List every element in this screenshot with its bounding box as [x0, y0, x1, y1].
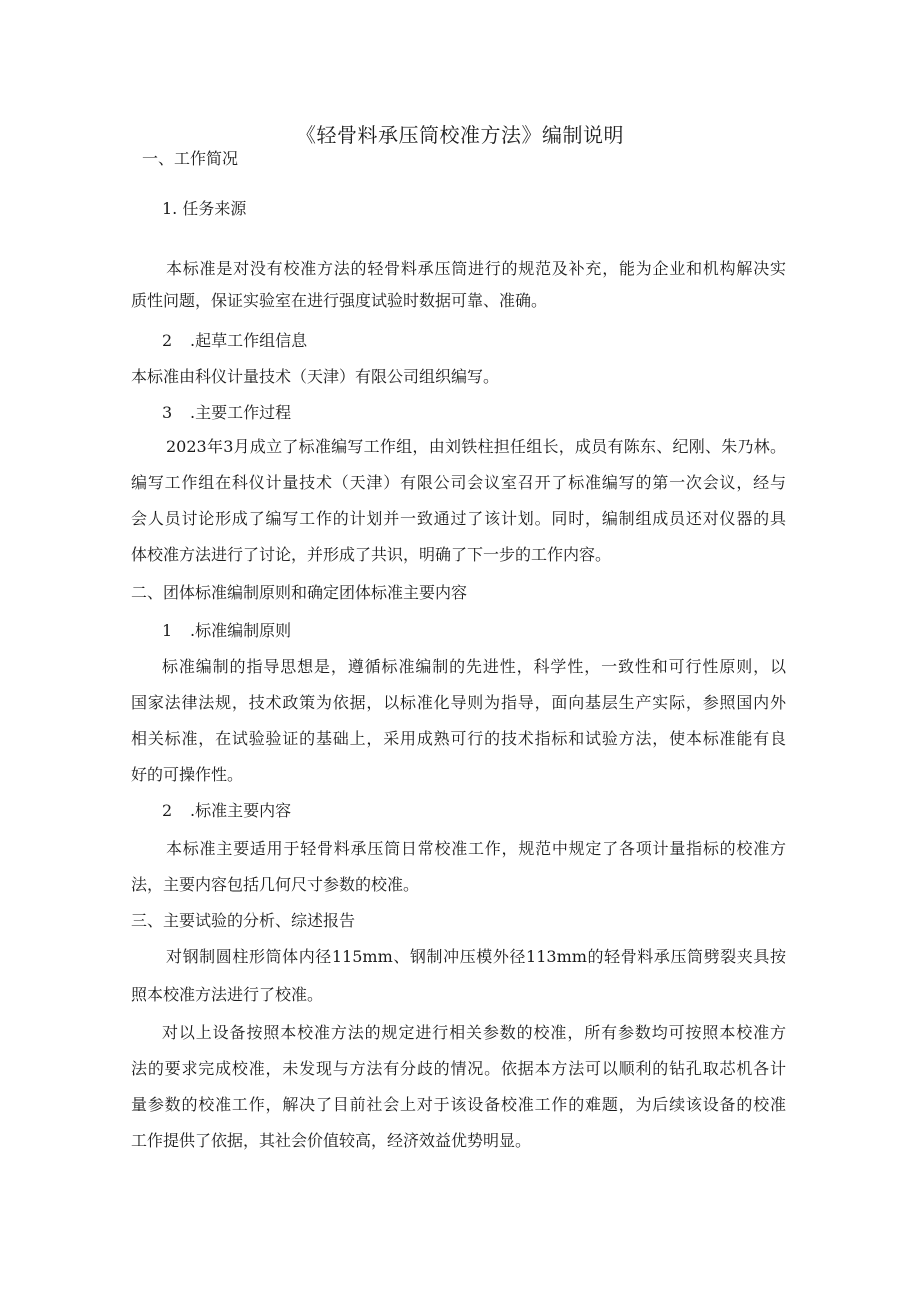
- section-1-sub-1: 1. 任务来源: [162, 199, 247, 218]
- sub-number: 3: [162, 403, 173, 422]
- s1-p3-line-4: 体校准方法进行了讨论，并形成了共识，明确了下一步的工作内容。: [131, 545, 612, 564]
- section-1-heading: 一、工作简况: [142, 149, 239, 168]
- sub-text: .起草工作组信息: [190, 331, 308, 350]
- s2-p1-line-2: 国家法律法规，技术政策为依据，以标准化导则为指导，面向基层生产实际，参照国内外: [131, 693, 786, 712]
- sub-number: 1: [162, 621, 173, 640]
- section-1-sub-2: [162, 330, 307, 352]
- section-3-heading: 三、主要试验的分析、综述报告: [131, 911, 356, 930]
- section-1-sub-3: [162, 402, 291, 424]
- sub-text: .标准编制原则: [190, 621, 292, 640]
- s2-p1-line-1: 标准编制的指导思想是，遵循标准编制的先进性，科学性，一致性和可行性原则，以: [162, 657, 786, 676]
- s3-p2-line-1: 对以上设备按照本校准方法的规定进行相关参数的校准，所有参数均可按照本校准方: [162, 1023, 786, 1042]
- s3-p1-line-1: 对钢制圆柱形筒体内径115mm、钢制冲压模外径113mm的轻骨料承压筒劈裂夹具按: [166, 947, 786, 966]
- s1-p3-line-2: 编写工作组在科仪计量技术（天津）有限公司会议室召开了标准编写的第一次会议，经与: [131, 473, 786, 492]
- s1-p3-line-3: 会人员讨论形成了编写工作的计划并一致通过了该计划。同时，编制组成员还对仪器的具: [131, 509, 786, 528]
- s1-p3-line-1: 2023年3月成立了标准编写工作组，由刘铁柱担任组长，成员有陈东、纪刚、朱乃林。: [166, 437, 786, 456]
- s1-p2: 本标准由科仪计量技术（天津）有限公司组织编写。: [131, 367, 500, 386]
- s1-p1-line-2: 质性问题，保证实验室在进行强度试验时数据可靠、准确。: [131, 291, 548, 310]
- sub-text: .主要工作过程: [190, 403, 292, 422]
- sub-number: 2: [162, 801, 173, 820]
- s3-p2-line-4: 工作提供了依据，其社会价值较高，经济效益优势明显。: [131, 1131, 532, 1150]
- s3-p1-line-2: 照本校准方法进行了校准。: [131, 985, 324, 1004]
- s2-p2-line-1: 本标准主要适用于轻骨料承压筒日常校准工作，规范中规定了各项计量指标的校准方: [166, 839, 786, 858]
- s3-p2-line-3: 量参数的校准工作，解决了目前社会上对于该设备校准工作的难题，为后续该设备的校准: [131, 1095, 786, 1114]
- s1-p1-line-1: 本标准是对没有校准方法的轻骨料承压筒进行的规范及补充，能为企业和机构解决实: [166, 259, 786, 278]
- s3-p2-line-2: 法的要求完成校准，未发现与方法有分歧的情况。依据本方法可以顺利的钻孔取芯机各计: [131, 1059, 786, 1078]
- sub-number: 2: [162, 331, 173, 350]
- document-title: 《轻骨料承压筒校准方法》编制说明: [296, 123, 624, 147]
- section-2-sub-2: [162, 800, 291, 822]
- s2-p2-line-2: 法，主要内容包括几何尺寸参数的校准。: [131, 875, 420, 894]
- section-2-sub-1: [162, 620, 291, 642]
- section-2-heading: 二、团体标准编制原则和确定团体标准主要内容: [131, 583, 468, 602]
- sub-text: .标准主要内容: [190, 801, 292, 820]
- s2-p1-line-4: 好的可操作性。: [131, 765, 244, 784]
- s2-p1-line-3: 相关标准，在试验验证的基础上，采用成熟可行的技术指标和试验方法，使本标准能有良: [131, 729, 786, 748]
